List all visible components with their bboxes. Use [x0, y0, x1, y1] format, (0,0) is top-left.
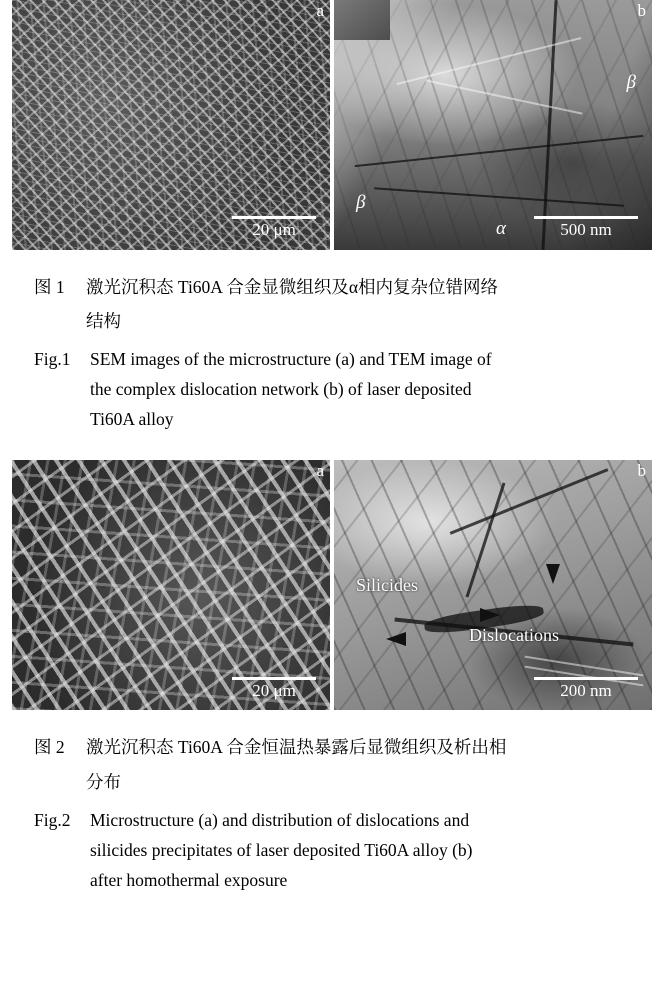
phase-label-beta-left: β: [356, 192, 366, 213]
dislocation-line: [426, 79, 583, 114]
scale-bar-line: [232, 677, 316, 680]
figure-1-caption-en-body: [90, 344, 633, 434]
figure-2-caption-cn-line1: 激光沉积态 Ti60A 合金恒温热暴露后显微组织及析出相: [86, 737, 507, 758]
figure-2-caption-cn-line2: 分布: [86, 771, 121, 792]
figure-2-caption-chinese: [34, 732, 633, 762]
figure-1-caption-en-line1: SEM images of the microstructure (a) and TEM image of: [90, 349, 492, 370]
grain-boundary-line: [541, 0, 557, 250]
arrow-marker: [480, 608, 500, 622]
annotation-dislocations: Dislocations: [469, 625, 559, 646]
figure-1-caption-cn-line2: 结构: [86, 311, 121, 332]
figure-2-caption: [34, 732, 633, 894]
figure-1-caption-english: [34, 344, 633, 434]
figure-1-label-en: Fig.1: [34, 349, 71, 370]
dislocation-line: [450, 469, 609, 535]
figure-2-caption-en-line2: silicides precipitates of laser deposited Ti60A alloy (b): [90, 839, 473, 860]
scale-bar-line: [534, 216, 638, 219]
scale-bar-label: 200 nm: [560, 680, 612, 700]
annotation-silicides: Silicides: [356, 575, 418, 596]
figure-1-caption-en-line2: the complex dislocation network (b) of laser deposited: [90, 379, 472, 400]
panel-label-a: a: [316, 1, 324, 20]
scale-bar-20um: [232, 677, 316, 701]
figure-2-label-en: Fig.2: [34, 809, 71, 830]
lattice-fringe-line: [525, 656, 644, 677]
figure-2-images: [12, 460, 655, 710]
figure-1-caption: [34, 272, 633, 434]
figure-2-caption-english: [34, 805, 633, 895]
panel-label-a: a: [316, 461, 324, 481]
grain-boundary-line: [374, 187, 624, 206]
phase-label-alpha: α: [496, 218, 506, 239]
scale-bar-label: 20 μm: [252, 680, 296, 700]
scale-bar-line: [232, 216, 316, 219]
figure-2-panel-b-tem-image: [334, 460, 652, 710]
scale-bar-label: 20 μm: [252, 220, 296, 240]
figure-1-label-cn: 图 1: [34, 277, 65, 297]
panel-label-b: b: [637, 461, 646, 481]
arrow-marker: [546, 564, 560, 584]
scale-bar-500nm: [534, 216, 638, 240]
arrow-marker: [386, 632, 406, 646]
figure-2-panel-a-sem-image: [12, 460, 330, 710]
scale-bar-200nm: [534, 677, 638, 701]
figure-1-images: [12, 0, 655, 250]
grain-boundary-line: [355, 135, 644, 167]
scale-bar-label: 500 nm: [560, 220, 612, 240]
figure-1-caption-chinese: [34, 272, 633, 302]
phase-label-beta-right: β: [626, 72, 636, 93]
figure-2-label-cn: 图 2: [34, 737, 65, 758]
figure-2-caption-en-line3: after homothermal exposure: [90, 869, 288, 890]
figure-2-caption-en-body: [90, 805, 633, 895]
dislocation-line: [466, 483, 506, 598]
figure-1-panel-b-tem-image: [334, 0, 652, 250]
scale-bar-line: [534, 677, 638, 680]
figure-2-caption-en-line1: Microstructure (a) and distribution of dislocations and: [90, 809, 470, 830]
panel-label-b: b: [637, 1, 646, 20]
figure-1-panel-a-sem-image: [12, 0, 330, 250]
tem-inset-region: [334, 0, 390, 40]
figure-1-caption-cn-line1: 激光沉积态 Ti60A 合金显微组织及α相内复杂位错网络: [86, 277, 499, 297]
scale-bar-20um: [232, 216, 316, 240]
figure-1-caption-en-line3: Ti60A alloy: [90, 409, 174, 430]
